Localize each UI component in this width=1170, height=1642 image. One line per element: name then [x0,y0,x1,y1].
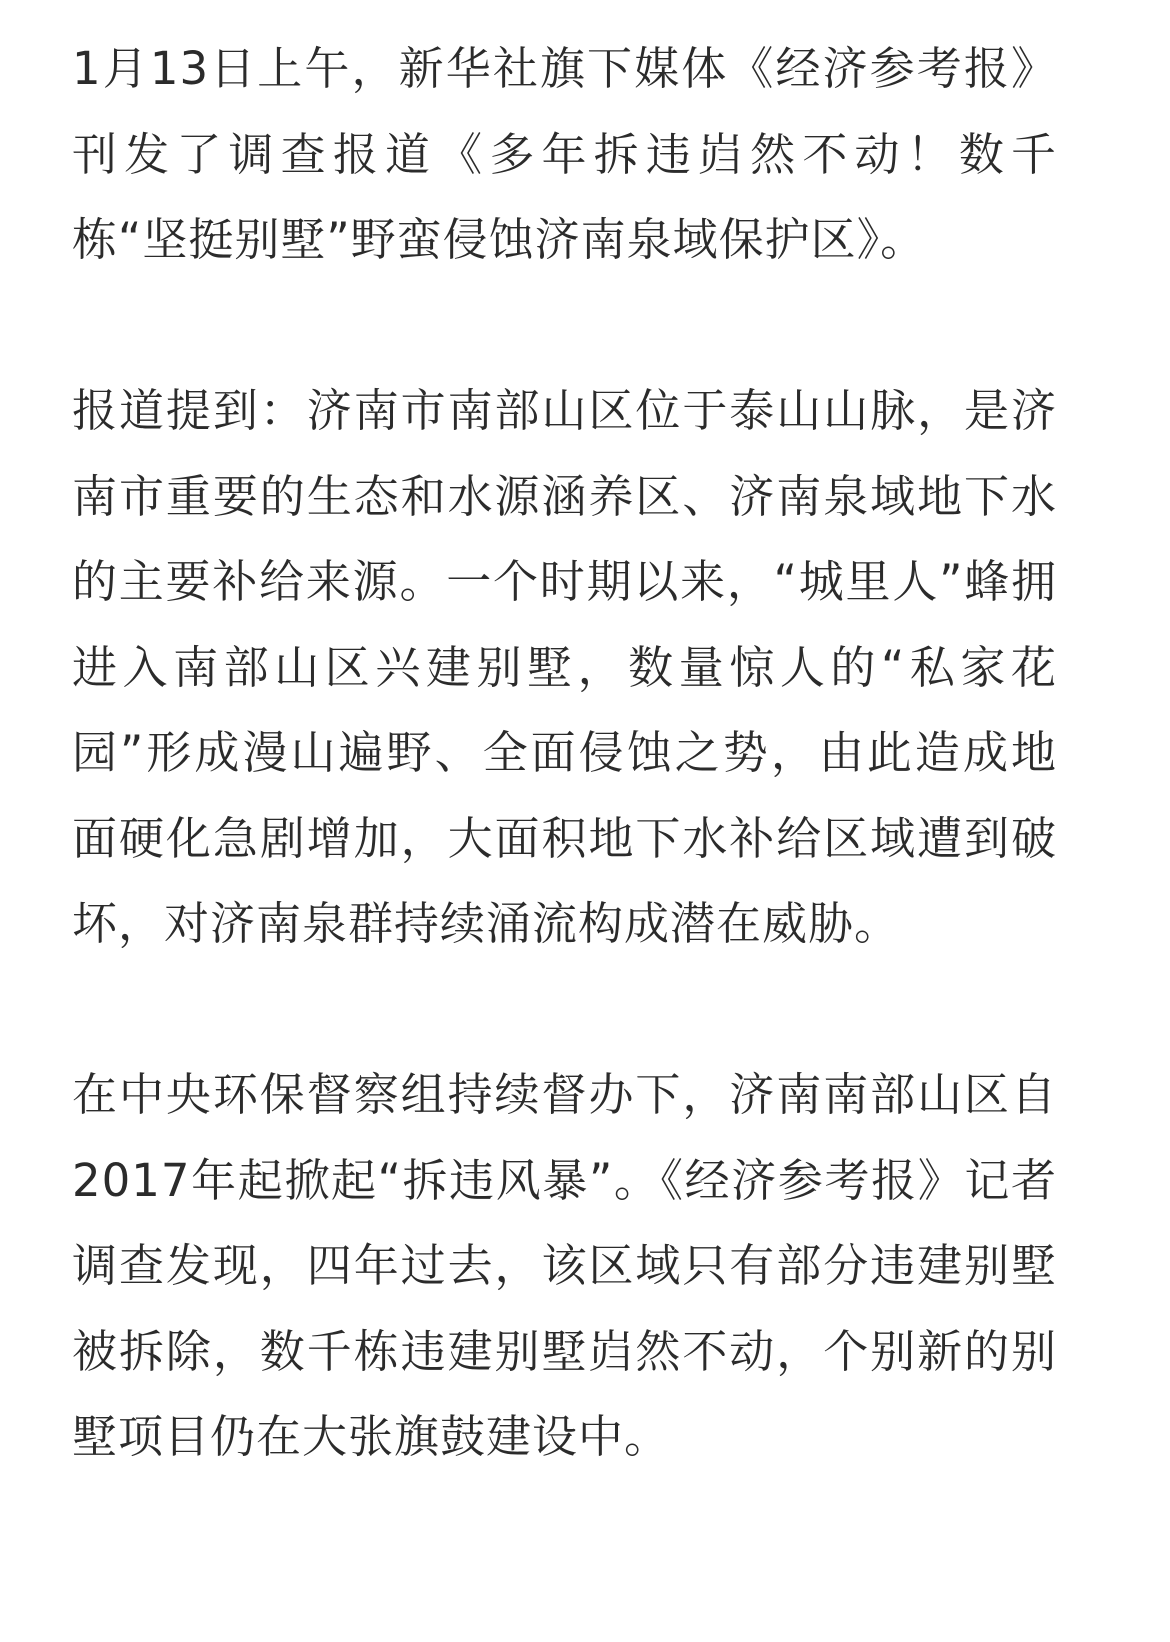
article-body [72,26,1057,1480]
paragraph-3: 在中央环保督察组持续督办下，济南南部山区自2017年起掀起“拆违风暴”。《经济参考报》记者调查发现，四年过去，该区域只有部分违建别墅被拆除，数千栋违建别墅岿然不动，个别新的别墅项目仍在大张旗鼓建设中。 [72,1068,1057,1463]
paragraph-1: 1月13日上午，新华社旗下媒体《经济参考报》刊发了调查报道《多年拆违岿然不动！数千栋“坚挺别墅”野蛮侵蚀济南泉域保护区》。 [72,42,1057,266]
paragraph-2: 报道提到：济南市南部山区位于泰山山脉，是济南市重要的生态和水源涵养区、济南泉域地下水的主要补给来源。一个时期以来，“城里人”蜂拥进入南部山区兴建别墅，数量惊人的“私家花园”形成漫山遍野、全面侵蚀之势，由此造成地面硬化急剧增加，大面积地下水补给区域遭到破坏，对济南泉群持续涌流构成潜在威胁。 [72,384,1057,950]
